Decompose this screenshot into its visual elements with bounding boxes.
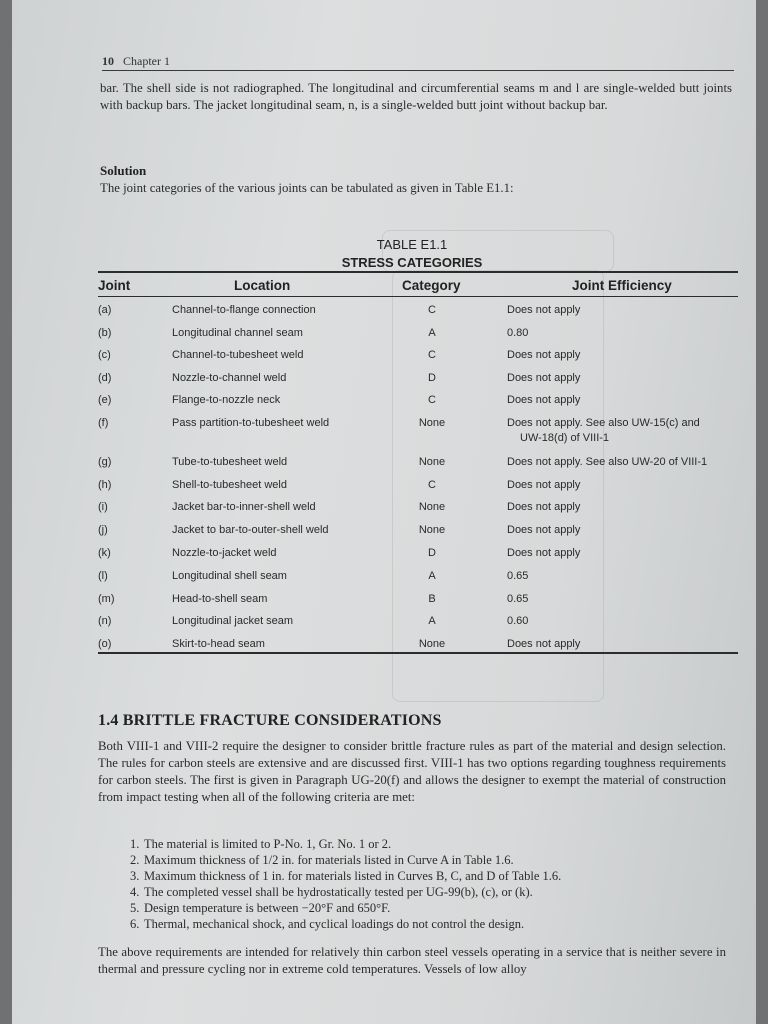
section-text: Both VIII-1 and VIII-2 require the designer to consider brittle fracture rules as part of the material and design selection. The rules for carbon steels are extensive and are discussed first. VIII-1 has two options regarding toughness requirements for carbon steels. The first is given in Paragraph UG-20(f) and allows the designer to exempt the material of construction from impact testing when all of the following criteria are met: [98, 739, 726, 804]
table-bottom-rule [98, 652, 738, 654]
table-title: STRESS CATEGORIES [341, 255, 483, 270]
cell-joint: (h) [98, 479, 112, 491]
cell-location: Shell-to-tubesheet weld [172, 479, 287, 491]
cell-location: Flange-to-nozzle neck [172, 394, 281, 406]
cell-efficiency: Does not apply [507, 479, 581, 491]
cell-location: Jacket bar-to-inner-shell weld [172, 501, 316, 513]
cell-category: C [428, 304, 436, 316]
list-item-number: 6. [130, 917, 140, 931]
cell-efficiency: Does not apply [507, 304, 581, 316]
list-item-text: The completed vessel shall be hydrostatically tested per UG-99(b), (c), or (k). [144, 885, 533, 899]
cell-category: None [418, 524, 446, 536]
header-efficiency: Joint Efficiency [572, 278, 672, 293]
list-item [130, 900, 690, 916]
list-item [130, 852, 690, 868]
list-item [130, 884, 690, 900]
page-number: 10 [102, 54, 114, 68]
cell-joint: (f) [98, 417, 109, 429]
list-item [130, 916, 690, 932]
solution-heading: Solution [100, 163, 147, 178]
cell-efficiency: 0.60 [507, 615, 529, 627]
cell-efficiency-continued: UW-18(d) of VIII-1 [520, 432, 610, 444]
cell-category: A [428, 327, 436, 339]
list-item [130, 836, 690, 852]
cell-location: Tube-to-tubesheet weld [172, 456, 288, 468]
cell-efficiency: Does not apply [507, 372, 581, 384]
header-location: Location [234, 278, 291, 293]
chapter-label: Chapter 1 [123, 54, 170, 68]
list-item-text: Design temperature is between −20°F and 650°F. [144, 901, 391, 915]
list-item-number: 2. [130, 853, 140, 867]
cell-joint: (i) [98, 501, 108, 513]
cell-location: Longitudinal channel seam [172, 327, 303, 339]
solution-text: The joint categories of the various joints can be tabulated as given in Table E1.1: [100, 181, 514, 195]
cell-category: None [418, 501, 446, 513]
table-header-rule [98, 296, 738, 297]
table-caption [312, 236, 512, 272]
book-page [12, 0, 756, 1024]
cell-category: None [418, 417, 446, 429]
list-item-text: The material is limited to P-No. 1, Gr. No. 1 or 2. [144, 837, 392, 851]
cell-location: Jacket to bar-to-outer-shell weld [172, 524, 329, 536]
cell-category: None [418, 638, 446, 650]
cell-category: C [428, 349, 436, 361]
cell-location: Channel-to-tubesheet weld [172, 349, 304, 361]
cell-joint: (k) [98, 547, 111, 559]
cell-location: Longitudinal shell seam [172, 570, 287, 582]
cell-joint: (j) [98, 524, 108, 536]
cell-efficiency: Does not apply. See also UW-20 of VIII-1 [507, 456, 708, 468]
cell-joint: (b) [98, 327, 112, 339]
cell-location: Channel-to-flange connection [172, 304, 316, 316]
running-head [102, 54, 734, 71]
cell-joint: (a) [98, 304, 112, 316]
cell-location: Pass partition-to-tubesheet weld [172, 417, 330, 429]
cell-category: A [428, 615, 436, 627]
cell-location: Head-to-shell seam [172, 593, 268, 605]
cell-category: None [418, 456, 446, 468]
cell-efficiency: 0.65 [507, 570, 529, 582]
intro-paragraph: bar. The shell side is not radiographed. The longitudinal and circumferential seams m and l are single-welded butt joints with backup bars. The jacket longitudinal seam, n, is a single-welded butt joint without backup bar. [100, 81, 732, 112]
closing-paragraph: The above requirements are intended for relatively thin carbon steel vessels operating in a service that is neither severe in thermal and pressure cycling nor in extreme cold temperatures. Vessels of low alloy [98, 945, 726, 976]
list-item-text: Thermal, mechanical shock, and cyclical loadings do not control the design. [144, 917, 525, 931]
cell-joint: (c) [98, 349, 111, 361]
cell-joint: (l) [98, 570, 108, 582]
header-category: Category [402, 278, 461, 293]
cell-efficiency: 0.65 [507, 593, 529, 605]
list-item-text: Maximum thickness of 1/2 in. for materials listed in Curve A in Table 1.6. [144, 853, 514, 867]
list-item-number: 4. [130, 885, 140, 899]
table-number: TABLE E1.1 [376, 237, 448, 252]
cell-location: Skirt-to-head seam [172, 638, 265, 650]
cell-efficiency: Does not apply [507, 638, 581, 650]
list-item-text: Maximum thickness of 1 in. for materials listed in Curves B, C, and D of Table 1.6. [144, 869, 562, 883]
cell-category: C [428, 479, 436, 491]
cell-location: Nozzle-to-jacket weld [172, 547, 277, 559]
cell-efficiency: Does not apply [507, 501, 581, 513]
section-heading: 1.4 BRITTLE FRACTURE CONSIDERATIONS [98, 712, 442, 729]
table-top-rule [98, 271, 738, 273]
cell-efficiency: Does not apply [507, 547, 581, 559]
cell-category: C [428, 394, 436, 406]
cell-efficiency: Does not apply. See also UW-15(c) and [507, 417, 700, 429]
cell-efficiency: Does not apply [507, 394, 581, 406]
cell-efficiency: 0.80 [507, 327, 529, 339]
list-item-number: 1. [130, 837, 140, 851]
cell-location: Longitudinal jacket seam [172, 615, 294, 627]
cell-location: Nozzle-to-channel weld [172, 372, 287, 384]
list-item-number: 3. [130, 869, 140, 883]
cell-joint: (g) [98, 456, 112, 468]
cell-joint: (d) [98, 372, 112, 384]
cell-category: D [428, 372, 436, 384]
criteria-list [130, 836, 690, 932]
header-joint: Joint [98, 278, 131, 293]
cell-joint: (e) [98, 394, 112, 406]
cell-joint: (o) [98, 638, 112, 650]
cell-efficiency: Does not apply [507, 349, 581, 361]
list-item [130, 868, 690, 884]
cell-joint: (m) [98, 593, 115, 605]
cell-efficiency: Does not apply [507, 524, 581, 536]
cell-category: D [428, 547, 436, 559]
cell-category: A [428, 570, 436, 582]
cell-joint: (n) [98, 615, 112, 627]
list-item-number: 5. [130, 901, 140, 915]
cell-category: B [428, 593, 436, 605]
